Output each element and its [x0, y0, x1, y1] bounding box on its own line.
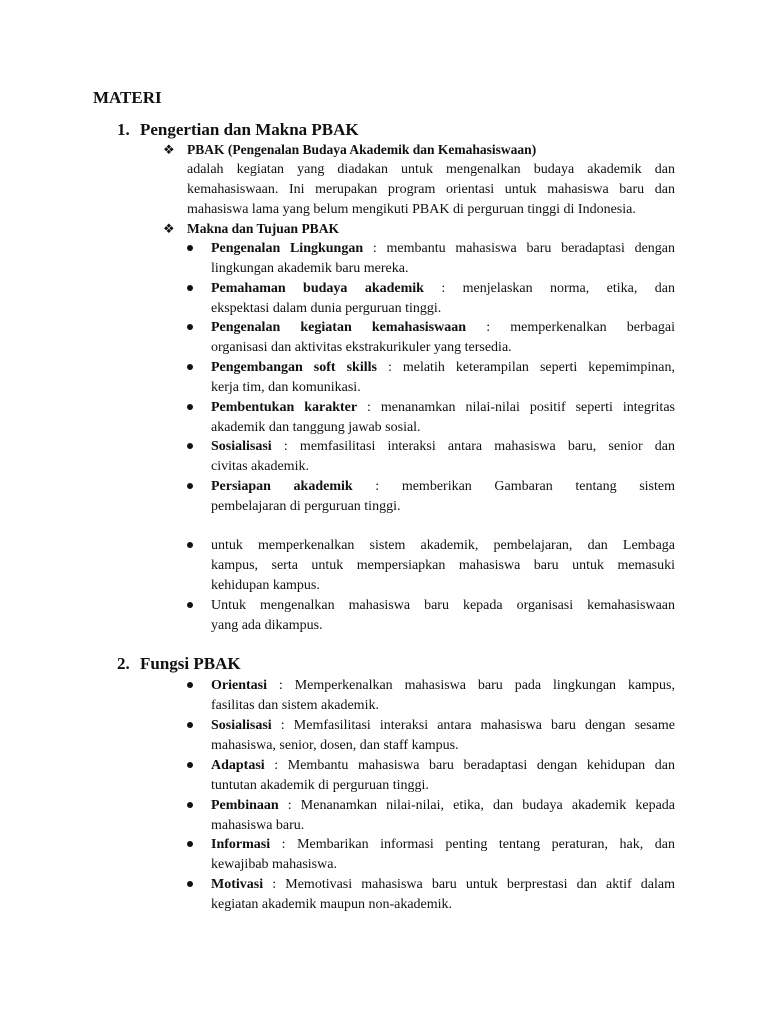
- list-item-line: Adaptasi : Membantu mahasiswa baru beradaptasi dengan kehidupan dan: [211, 758, 675, 773]
- bullet-icon: [187, 762, 193, 768]
- bullet-icon: [187, 483, 193, 489]
- bullet-icon: [187, 443, 193, 449]
- list-item-line: Informasi : Membarikan informasi penting tentang peraturan, hak, dan: [211, 837, 675, 852]
- list-item-line: akademik dan tanggung jawab sosial.: [211, 420, 421, 435]
- list-item-line: Pengenalan kegiatan kemahasiswaan : memperkenalkan berbagai: [211, 320, 676, 335]
- list-item-line: Orientasi : Memperkenalkan mahasiswa baru pada lingkungan kampus,: [211, 678, 675, 693]
- list-item-line: Sosialisasi : memfasilitasi interaksi antara mahasiswa baru, senior dan: [211, 439, 675, 454]
- subheading-pbak: PBAK (Pengenalan Budaya Akademik dan Kemahasiswaan): [187, 142, 537, 157]
- list-item-line: ekspektasi dalam dunia perguruan tinggi.: [211, 301, 442, 316]
- document-heading: MATERI: [93, 88, 162, 107]
- list-item-line: Untuk mengenalkan mahasiswa baru kepada organisasi kemahasiswaan: [211, 598, 675, 613]
- list-item-line: yang ada dikampus.: [211, 618, 323, 633]
- diamond-bullet-icon: ❖: [163, 221, 175, 236]
- bullet-icon: [187, 881, 193, 887]
- list-item-line: Pengenalan Lingkungan : membantu mahasiswa baru beradaptasi dengan: [211, 241, 675, 256]
- bullet-icon: [187, 404, 193, 410]
- bullet-icon: [187, 682, 193, 688]
- section-2-title: [117, 654, 241, 674]
- paragraph-line: adalah kegiatan yang diadakan untuk mengenalkan budaya akademik dan: [187, 162, 675, 177]
- list-item-line: organisasi dan aktivitas ekstrakurikuler yang tersedia.: [211, 340, 512, 355]
- list-item-line: tuntutan akademik di perguruan tinggi.: [211, 778, 429, 793]
- bullet-icon: [187, 245, 193, 251]
- bullet-icon: [187, 602, 193, 608]
- section-title-text: Fungsi PBAK: [140, 654, 241, 673]
- list-item-line: pembelajaran di perguruan tinggi.: [211, 499, 401, 514]
- list-item-line: untuk memperkenalkan sistem akademik, pembelajaran, dan Lembaga: [211, 538, 675, 553]
- list-item-line: Pembinaan : Menanamkan nilai-nilai, etika, dan budaya akademik kepada: [211, 798, 675, 813]
- bullet-icon: [187, 285, 193, 291]
- list-item-line: Pemahaman budaya akademik : menjelaskan norma, etika, dan: [211, 281, 675, 296]
- bullet-icon: [187, 722, 193, 728]
- list-item-line: Motivasi : Memotivasi mahasiswa baru untuk berprestasi dan aktif dalam: [211, 877, 675, 892]
- list-item-line: kewajibab mahasiswa.: [211, 857, 337, 872]
- list-item-line: kerja tim, dan komunikasi.: [211, 380, 361, 395]
- subheading-makna: Makna dan Tujuan PBAK: [187, 221, 339, 236]
- list-item-line: kampus, serta untuk mempersiapkan mahasiswa baru untuk memasuki: [211, 558, 675, 573]
- section-title-text: Pengertian dan Makna PBAK: [140, 120, 359, 139]
- paragraph-line: kemahasiswaan. Ini merupakan program orientasi untuk mahasiswa baru dan: [187, 182, 675, 197]
- list-item-line: mahasiswa baru.: [211, 818, 305, 833]
- list-item-line: lingkungan akademik baru mereka.: [211, 261, 409, 276]
- list-item-line: fasilitas dan sistem akademik.: [211, 698, 379, 713]
- list-item-line: Persiapan akademik : memberikan Gambaran tentang sistem: [211, 479, 675, 494]
- section-number: 1.: [117, 120, 130, 139]
- bullet-icon: [187, 324, 193, 330]
- list-item-line: kehidupan kampus.: [211, 578, 320, 593]
- list-item-line: kegiatan akademik maupun non-akademik.: [211, 897, 453, 912]
- paragraph-line: mahasiswa lama yang belum mengikuti PBAK di perguruan tinggi di Indonesia.: [187, 202, 636, 217]
- section-number: 2.: [117, 654, 130, 673]
- bullet-icon: [187, 802, 193, 808]
- list-item-line: mahasiswa, senior, dosen, dan staff kampus.: [211, 738, 459, 753]
- list-item-line: Sosialisasi : Memfasilitasi interaksi antara mahasiswa baru dengan sesame: [211, 718, 675, 733]
- bullet-icon: [187, 542, 193, 548]
- diamond-bullet-icon: ❖: [163, 142, 175, 157]
- list-item-line: civitas akademik.: [211, 459, 309, 474]
- section-1-title: [117, 120, 359, 140]
- bullet-icon: [187, 841, 193, 847]
- list-item-line: Pembentukan karakter : menanamkan nilai-nilai positif seperti integritas: [211, 400, 675, 415]
- list-item-line: Pengembangan soft skills : melatih keterampilan seperti kepemimpinan,: [211, 360, 675, 375]
- bullet-icon: [187, 364, 193, 370]
